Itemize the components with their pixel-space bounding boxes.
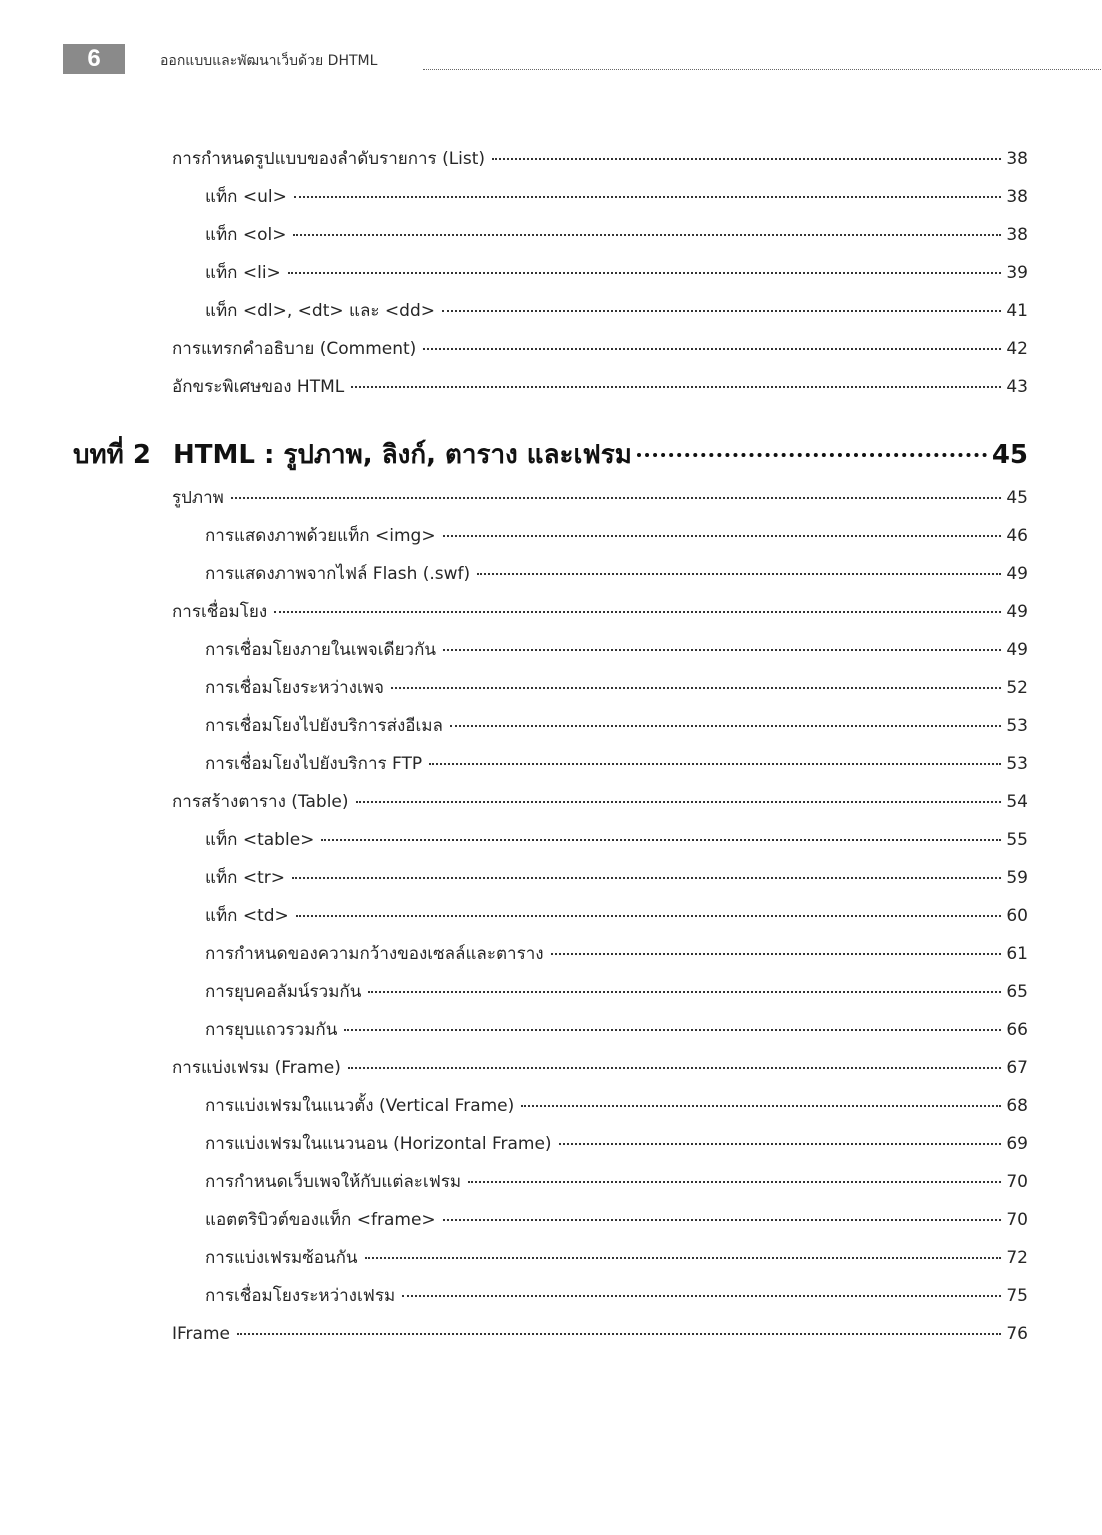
toc-entry-page: 53 (1006, 716, 1028, 736)
toc-entry-title: การแทรกคำอธิบาย (Comment) (172, 339, 417, 359)
toc-entry[interactable] (205, 713, 1028, 739)
toc-entry[interactable] (205, 979, 1028, 1005)
toc-leader-dots (429, 763, 1001, 765)
toc-entry-page: 42 (1006, 339, 1028, 359)
toc-leader-dots (296, 915, 1001, 917)
toc-entry-title: การเชื่อมโยงระหว่างเพจ (205, 678, 384, 698)
toc-entry-page: 70 (1006, 1210, 1028, 1230)
toc-entry-title: การกำหนดเว็บเพจให้กับแต่ละเฟรม (205, 1172, 462, 1192)
toc-entry[interactable] (205, 637, 1028, 663)
toc-leader-dots (492, 158, 1001, 160)
toc-entry-title: แท็ก <td> (205, 906, 289, 926)
toc-entry-title: การแสดงภาพด้วยแท็ก <img> (205, 526, 436, 546)
toc-entry[interactable] (205, 865, 1028, 891)
toc-entry-page: 72 (1006, 1248, 1028, 1268)
toc-entry-title: แท็ก <ol> (205, 225, 287, 245)
toc-leader-dots (551, 953, 1001, 955)
toc-entry-page: 65 (1006, 982, 1028, 1002)
toc-entry-page: 52 (1006, 678, 1028, 698)
toc-leader-dots (423, 348, 1001, 350)
toc-entry[interactable] (205, 1017, 1028, 1043)
toc-entry-title: การยุบแถวรวมกัน (205, 1020, 338, 1040)
toc-entry-page: 59 (1006, 868, 1028, 888)
toc-entry[interactable] (172, 789, 1028, 815)
toc-entry[interactable] (205, 1131, 1028, 1157)
toc-entry-page: 41 (1006, 301, 1028, 321)
toc-entry-title: การกำหนดของความกว้างของเซลล์และตาราง (205, 944, 544, 964)
toc-leader-dots (321, 839, 1001, 841)
toc-entry-page: 49 (1006, 602, 1028, 622)
toc-entry[interactable] (172, 1055, 1028, 1081)
toc-entry-page: 53 (1006, 754, 1028, 774)
toc-leader-dots (356, 801, 1001, 803)
toc-entry-page: 68 (1006, 1096, 1028, 1116)
toc-leader-dots (231, 497, 1001, 499)
toc-entry[interactable] (205, 903, 1028, 929)
toc-entry-title: การเชื่อมโยงภายในเพจเดียวกัน (205, 640, 437, 660)
toc-leader-dots (351, 386, 1001, 388)
toc-entry-page: 75 (1006, 1286, 1028, 1306)
toc-leader-dots (293, 234, 1001, 236)
toc-leader-dots (365, 1257, 1002, 1259)
toc-entry[interactable] (205, 260, 1028, 286)
toc-entry-title: การแบ่งเฟรมในแนวตั้ง (Vertical Frame) (205, 1096, 515, 1116)
toc-entry-title: การเชื่อมโยงระหว่างเฟรม (205, 1286, 396, 1306)
toc-leader-dots (274, 611, 1001, 613)
toc-entry-page: 38 (1006, 149, 1028, 169)
toc-entry[interactable] (205, 1245, 1028, 1271)
toc-entry-title: แท็ก <li> (205, 263, 281, 283)
header-dotted-rule (423, 68, 1102, 70)
toc-entry-title: แท็ก <table> (205, 830, 315, 850)
toc-entry-title: รูปภาพ (172, 488, 224, 508)
toc-entry-title: การแสดงภาพจากไฟล์ Flash (.swf) (205, 564, 471, 584)
toc-entry-title: การแบ่งเฟรมซ้อนกัน (205, 1248, 358, 1268)
chapter-page-number: 45 (991, 440, 1028, 470)
toc-leader-dots (521, 1105, 1001, 1107)
toc-entry[interactable] (205, 523, 1028, 549)
toc-entry[interactable] (172, 1321, 1028, 1347)
toc-leader-dots (559, 1143, 1001, 1145)
toc-entry[interactable] (205, 222, 1028, 248)
toc-leader-dots (450, 725, 1001, 727)
toc-leader-dots (442, 310, 1001, 312)
toc-entry-page: 45 (1006, 488, 1028, 508)
toc-entry-page: 38 (1006, 187, 1028, 207)
toc-entry[interactable] (205, 1207, 1028, 1233)
toc-entry[interactable] (205, 827, 1028, 853)
book-title: ออกแบบและพัฒนาเว็บด้วย DHTML (160, 53, 378, 69)
toc-entry-page: 69 (1006, 1134, 1028, 1154)
toc-leader-dots (237, 1333, 1001, 1335)
toc-entry-page: 60 (1006, 906, 1028, 926)
toc-entry-page: 55 (1006, 830, 1028, 850)
toc-entry-page: 46 (1006, 526, 1028, 546)
toc-entry[interactable] (172, 374, 1028, 400)
toc-entry[interactable] (172, 599, 1028, 625)
toc-leader-dots (443, 535, 1001, 537)
toc-leader-dots (368, 991, 1001, 993)
toc-entry[interactable] (172, 336, 1028, 362)
toc-entry-page: 66 (1006, 1020, 1028, 1040)
toc-entry-page: 76 (1006, 1324, 1028, 1344)
toc-entry-page: 67 (1006, 1058, 1028, 1078)
toc-entry[interactable] (205, 675, 1028, 701)
toc-entry-title: แท็ก <tr> (205, 868, 286, 888)
toc-leader-dots (468, 1181, 1001, 1183)
chapter-title: HTML : รูปภาพ, ลิงก์, ตาราง และเฟรม (173, 440, 632, 470)
toc-entry-page: 43 (1006, 377, 1028, 397)
toc-entry-title: การกำหนดรูปแบบของลำดับรายการ (List) (172, 149, 486, 169)
toc-leader-dots (288, 272, 1001, 274)
toc-entry-page: 70 (1006, 1172, 1028, 1192)
toc-leader-dots (344, 1029, 1001, 1031)
toc-entry-page: 61 (1006, 944, 1028, 964)
toc-entry-title: อักขระพิเศษของ HTML (172, 377, 345, 397)
page-number: 6 (63, 44, 125, 74)
toc-entry[interactable] (205, 1093, 1028, 1119)
chapter-number: บทที่ 2 (73, 440, 151, 470)
toc-entry-title: การเชื่อมโยงไปยังบริการส่งอีเมล (205, 716, 443, 736)
toc-entry-title: การแบ่งเฟรมในแนวนอน (Horizontal Frame) (205, 1134, 552, 1154)
toc-entry[interactable] (205, 298, 1028, 324)
toc-entry[interactable] (172, 485, 1028, 511)
toc-entry[interactable] (205, 751, 1028, 777)
toc-leader-dots (402, 1295, 1001, 1297)
toc-entry-page: 54 (1006, 792, 1028, 812)
toc-entry-title: แอตตริบิวต์ของแท็ก <frame> (205, 1210, 436, 1230)
toc-entry-title: การแบ่งเฟรม (Frame) (172, 1058, 341, 1078)
toc-entry[interactable] (205, 561, 1028, 587)
toc-entry-title: การเชื่อมโยง (172, 602, 268, 622)
toc-leader-dots (294, 196, 1001, 198)
toc-entry-page: 49 (1006, 564, 1028, 584)
toc-leader-dots (443, 649, 1001, 651)
toc-entry[interactable] (205, 184, 1028, 210)
running-header (63, 44, 1102, 76)
toc-entry-title: การเชื่อมโยงไปยังบริการ FTP (205, 754, 423, 774)
toc-entry-page: 39 (1006, 263, 1028, 283)
toc-leader-dots (477, 573, 1001, 575)
toc-entry[interactable] (205, 1169, 1028, 1195)
toc-entry[interactable] (172, 146, 1028, 172)
chapter-leader-dots (637, 453, 987, 457)
toc-entry-title: แท็ก <dl>, <dt> และ <dd> (205, 301, 435, 321)
toc-leader-dots (348, 1067, 1001, 1069)
toc-leader-dots (292, 877, 1001, 879)
toc-leader-dots (443, 1219, 1001, 1221)
toc-entry-title: แท็ก <ul> (205, 187, 287, 207)
toc-entry[interactable] (205, 1283, 1028, 1309)
toc-entry-page: 49 (1006, 640, 1028, 660)
toc-entry-title: IFrame (172, 1324, 230, 1344)
toc-entry-title: การยุบคอลัมน์รวมกัน (205, 982, 362, 1002)
toc-entry-page: 38 (1006, 225, 1028, 245)
toc-leader-dots (391, 687, 1001, 689)
toc-entry-title: การสร้างตาราง (Table) (172, 792, 349, 812)
chapter-heading[interactable] (73, 435, 1028, 475)
toc-entry[interactable] (205, 941, 1028, 967)
